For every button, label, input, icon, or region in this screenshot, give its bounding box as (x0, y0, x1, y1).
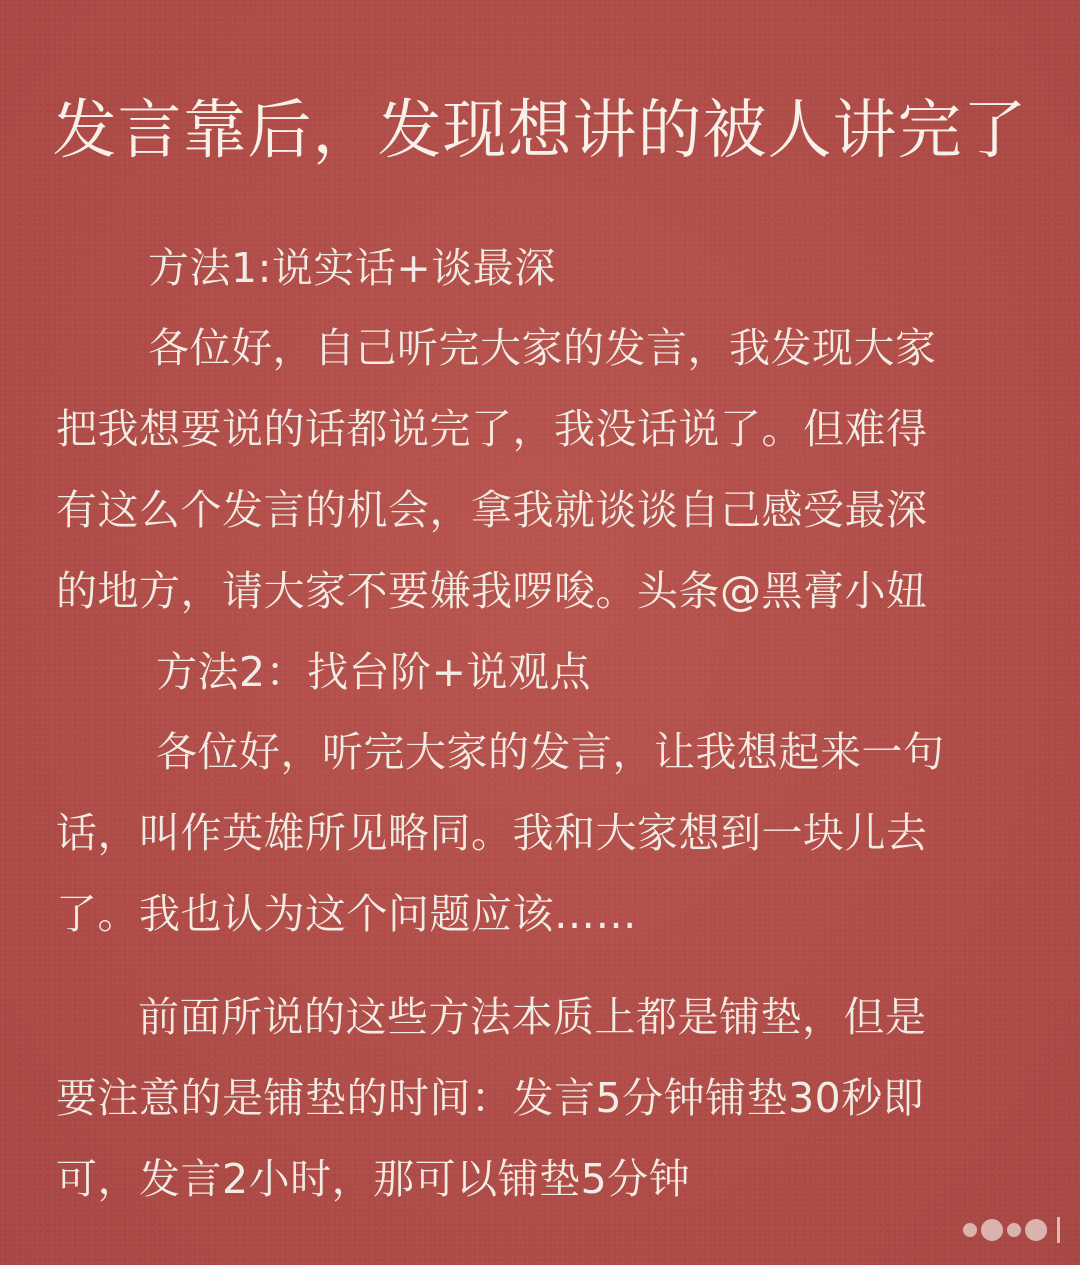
paragraph-line: 前面所说的这些方法本质上都是铺垫，但是 (138, 993, 927, 1041)
paragraph-line: 有这么个发言的机会，拿我就谈谈自己感受最深 (56, 486, 928, 534)
paragraph-line: 各位好，听完大家的发言，让我想起来一句 (156, 728, 945, 776)
watermark-dot-icon (981, 1219, 1003, 1241)
paragraph-line: 的地方，请大家不要嫌我啰唆。头条@黑膏小妞 (56, 567, 928, 615)
method-2-heading: 方法2：找台阶+说观点 (156, 648, 591, 696)
watermark-logo (963, 1213, 1060, 1247)
paragraph-line: 各位好，自己听完大家的发言，我发现大家 (148, 324, 937, 372)
paragraph-line: 要注意的是铺垫的时间：发言5分钟铺垫30秒即 (56, 1074, 925, 1122)
paragraph-line: 把我想要说的话都说完了，我没话说了。但难得 (56, 405, 928, 453)
paragraph-line: 话，叫作英雄所见略同。我和大家想到一块儿去 (56, 809, 928, 857)
watermark-dot-icon (1007, 1223, 1021, 1237)
paragraph-line: 了。我也认为这个问题应该…… (56, 890, 637, 938)
watermark-bar-icon (1057, 1217, 1060, 1243)
paragraph-line: 可，发言2小时，那可以铺垫5分钟 (56, 1155, 691, 1203)
page-title: 发言靠后，发现想讲的被人讲完了 (52, 94, 1028, 168)
watermark-dot-icon (1025, 1219, 1047, 1241)
watermark-dot-icon (963, 1223, 977, 1237)
method-1-heading: 方法1:说实话+谈最深 (148, 244, 556, 292)
